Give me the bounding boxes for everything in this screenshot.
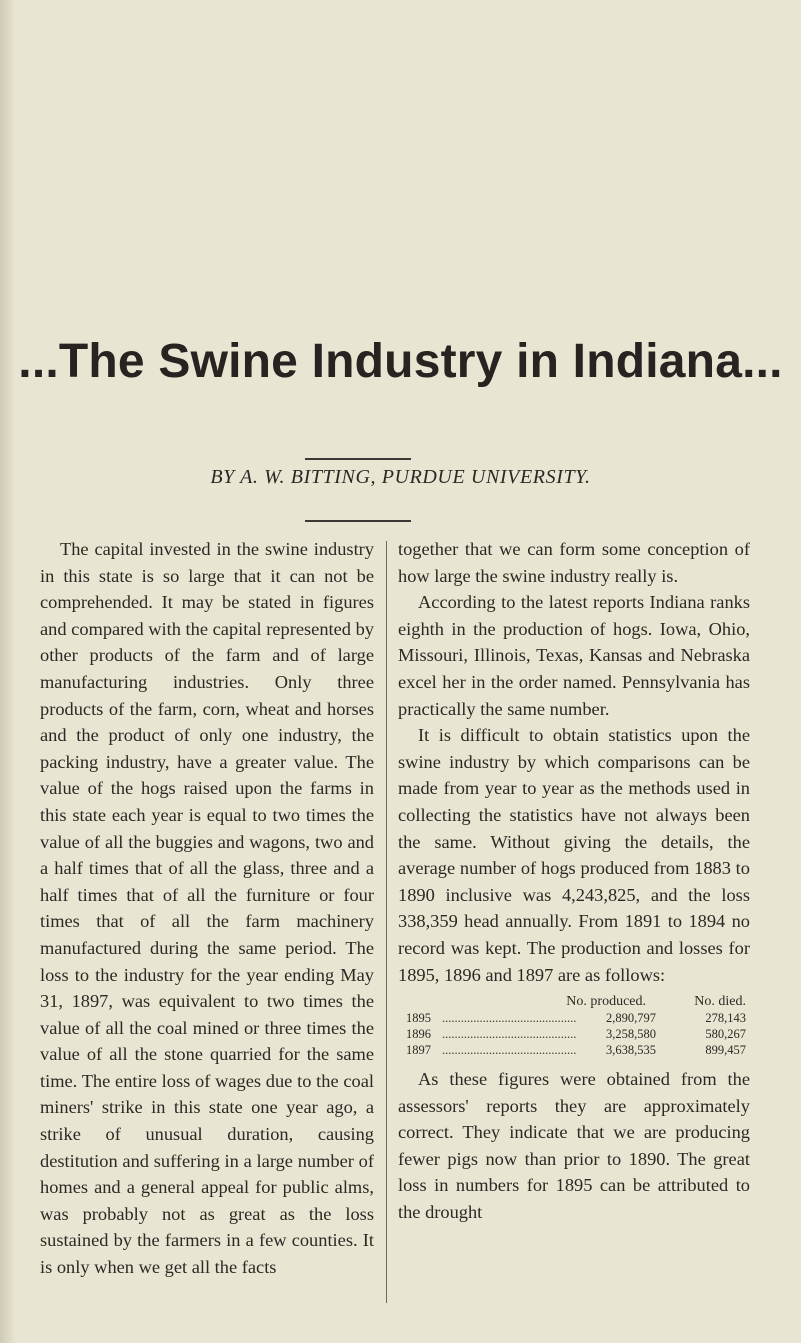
left-paragraph: The capital invested in the swine industry in this state is so large that it can not be comprehended. It may be stated in figures and compared with the capital represented by other products of the farm and of large manufacturing industries. Only three products of the farm, corn, wheat and horses and the product of only one industry, the packing industry, have a greater value. The value of the hogs raised upon the farms in this state each year is equal to two times the value of all the buggies and wagons, two and a half times that of all the glass, three and a half times that of all the furniture or four times that of all the farm machinery manufactured during the same period. The loss to the industry for the year ending May 31, 1897, was equivalent to two times the value of all the coal mined or three times the value of all the stone quarried for the same time. The entire loss of wages due to the coal miners' strike in this state one year ago, a strike of unusual duration, causing destitution and suffering in a large number of homes and a general appeal for public alms, was probably not as great as the loss sustained by the farmers in a few counties. It is only when we get all the facts [40,539,374,1278]
page-edge-shadow [0,0,14,1343]
column-divider [386,541,387,1303]
title-rule-bottom [305,520,411,522]
statistics-table [398,994,750,1058]
title-rule-top [305,458,411,460]
row-died: 580,267 [705,1027,746,1042]
header-produced: No. produced. [566,994,646,1010]
row-year: 1896 [406,1027,431,1042]
row-leader [442,1026,576,1042]
article-title: ...The Swine Industry in Indiana... [18,335,783,388]
right-column [398,536,750,1226]
left-column [40,536,374,1281]
row-produced: 2,890,797 [606,1011,656,1026]
table-row [398,1026,750,1042]
row-leader [442,1010,576,1026]
header-died: No. died. [694,994,746,1010]
row-died: 278,143 [705,1011,746,1026]
table-row [398,1010,750,1026]
row-produced: 3,258,580 [606,1027,656,1042]
right-paragraph-4: As these figures were obtained from the assessors' reports they are approximately correct. They indicate that we are producing fewer pigs now than prior to 1890. The great loss in numbers for 1895 can be attributed to the drought [398,1069,750,1223]
byline: BY A. W. BITTING, PURDUE UNIVERSITY. [210,466,591,488]
right-paragraph-3: It is difficult to obtain statistics upon the swine industry by which comparisons can be made from year to year as the methods used in collecting the statistics have not always been the same. Without giving the details, the average number of hogs produced from 1883 to 1890 inclusive was 4,243,825, and the loss 338,359 head annually. From 1891 to 1894 no record was kept. The production and losses for 1895, 1896 and 1897 are as follows: [398,725,750,985]
row-leader [442,1042,576,1058]
table-header-row [398,994,750,1010]
table-row [398,1042,750,1058]
row-year: 1895 [406,1011,431,1026]
right-paragraph-2: According to the latest reports Indiana ranks eighth in the production of hogs. Iowa, Ohio, Missouri, Illinois, Texas, Kansas and Nebraska excel her in the order named. Pennsylvania has practically the same number. [398,592,750,719]
row-produced: 3,638,535 [606,1043,656,1058]
row-year: 1897 [406,1043,431,1058]
row-died: 899,457 [705,1043,746,1058]
right-paragraph-1: together that we can form some conception of how large the swine industry really is. [398,539,750,586]
